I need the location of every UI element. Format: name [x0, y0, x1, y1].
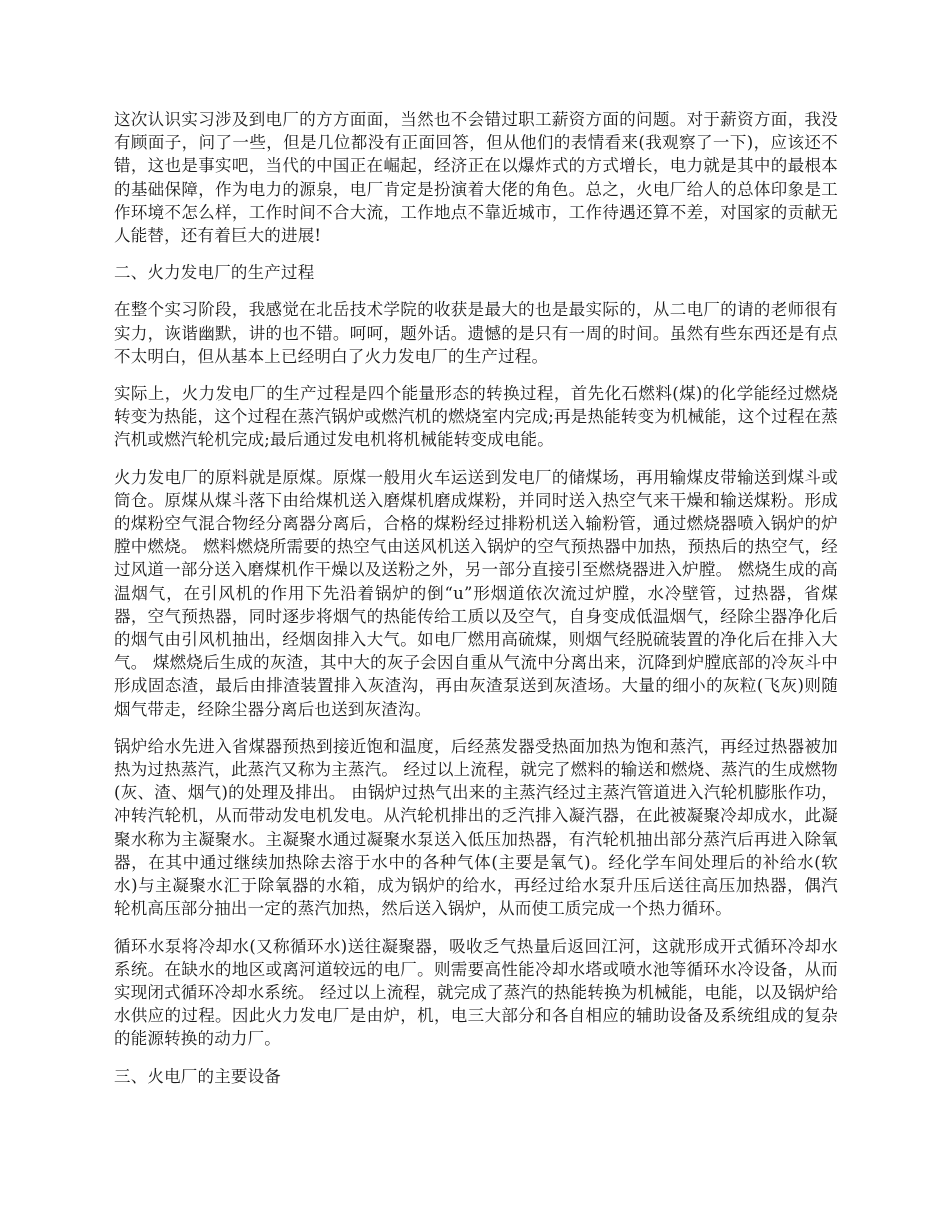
paragraph-salary: 这次认识实习涉及到电厂的方方面面，当然也不会错过职工薪资方面的问题。对于薪资方面，我没有顾面子，问了一些，但是几位都没有正面回答，但从他们的表情看来(我观察了一下)，应该还不错，这也是事实吧，当代的中国正在崛起，经济正在以爆炸式的方式增长，电力就是其中的最根本的基础保障，作为电力的源泉，电厂肯定是扮演着大佬的角色。总之，火电厂给人的总体印象是工作环境不怎么样，工作时间不合大流，工作地点不靠近城市，工作待遇还算不差，对国家的贡献无人能替，还有着巨大的进展!: [114, 110, 838, 246]
paragraph-coal-combustion: 火力发电厂的原料就是原煤。原煤一般用火车运送到发电厂的储煤场，再用输煤皮带输送到煤斗或筒仓。原煤从煤斗落下由给煤机送入磨煤机磨成煤粉，并同时送入热空气来干燥和输送煤粉。形成的煤粉空气混合物经分离器分离后，合格的煤粉经过排粉机送入输粉管，通过燃烧器喷入锅炉的炉膛中燃烧。 燃料燃烧所需要的热空气由送风机送入锅炉的空气预热器中加热，预热后的热空气，经过风道一部分送入磨煤机作干燥以及送粉之外，另一部分直接引至燃烧器进入炉膛。 燃烧生成的高温烟气，在引风机的作用下先沿着锅炉的倒“u”形烟道依次流过炉膛，水冷壁管，过热器，省煤器，空气预热器，同时逐步将烟气的热能传给工质以及空气，自身变成低温烟气，经除尘器净化后的烟气由引风机抽出，经烟囱排入大气。如电厂燃用高硫煤，则烟气经脱硫装置的净化后在排入大气。 煤燃烧后生成的灰渣，其中大的灰子会因自重从气流中分离出来，沉降到炉膛底部的冷灰斗中形成固态渣，最后由排渣装置排入灰渣沟，再由灰渣泵送到灰渣场。大量的细小的灰粒(飞灰)则随烟气带走，经除尘器分离后也送到灰渣沟。: [114, 467, 838, 719]
paragraph-circulating-water: 循环水泵将冷却水(又称循环水)送往凝聚器，吸收乏气热量后返回江河，这就形成开式循环冷却水系统。在缺水的地区或离河道较远的电厂。则需要高性能冷却水塔或喷水池等循环水冷设备，从而实现闭式循环冷却水系统。 经过以上流程，就完成了蒸汽的热能转换为机械能，电能，以及锅炉给水供应的过程。因此火力发电厂是由炉，机，电三大部分和各自相应的辅助设备及系统组成的复杂的能源转换的动力厂。: [114, 936, 838, 1049]
document-body: [114, 108, 838, 1102]
paragraph-feedwater-cycle: 锅炉给水先进入省煤器预热到接近饱和温度，后经蒸发器受热面加热为饱和蒸汽，再经过热器被加热为过热蒸汽，此蒸汽又称为主蒸汽。 经过以上流程，就完了燃料的输送和燃烧、蒸汽的生成燃物(灰、渣、烟气)的处理及排出。 由锅炉过热气出来的主蒸汽经过主蒸汽管道进入汽轮机膨胀作功，冲转汽轮机，从而带动发电机发电。从汽轮机排出的乏汽排入凝汽器，在此被凝聚冷却成水，此凝聚水称为主凝聚水。主凝聚水通过凝聚水泵送入低压加热器，有汽轮机抽出部分蒸汽后再进入除氧器，在其中通过继续加热除去溶于水中的各种气体(主要是氧气)。经化学车间处理后的补给水(软水)与主凝聚水汇于除氧器的水箱，成为锅炉的给水，再经过给水泵升压后送往高压加热器，偶汽轮机高压部分抽出一定的蒸汽加热，然后送入锅炉，从而使工质完成一个热力循环。: [114, 736, 838, 919]
section-heading-production-process: 二、火力发电厂的生产过程: [114, 263, 315, 283]
section-heading-main-equipment: 三、火电厂的主要设备: [114, 1066, 281, 1086]
paragraph-internship-stage: 在整个实习阶段，我感觉在北岳技术学院的收获是最大的也是最实际的，从二电厂的请的老师很有实力，诙谐幽默，讲的也不错。呵呵，题外话。遗憾的是只有一周的时间。虽然有些东西还是有点不太明白，但从基本上已经明白了火力发电厂的生产过程。: [114, 300, 838, 366]
paragraph-energy-conversion: 实际上，火力发电厂的生产过程是四个能量形态的转换过程，首先化石燃料(煤)的化学能经过燃烧转变为热能，这个过程在蒸汽锅炉或燃汽机的燃烧室内完成;再是热能转变为机械能，这个过程在蒸汽机或燃汽轮机完成;最后通过发电机将机械能转变成电能。: [114, 384, 838, 450]
